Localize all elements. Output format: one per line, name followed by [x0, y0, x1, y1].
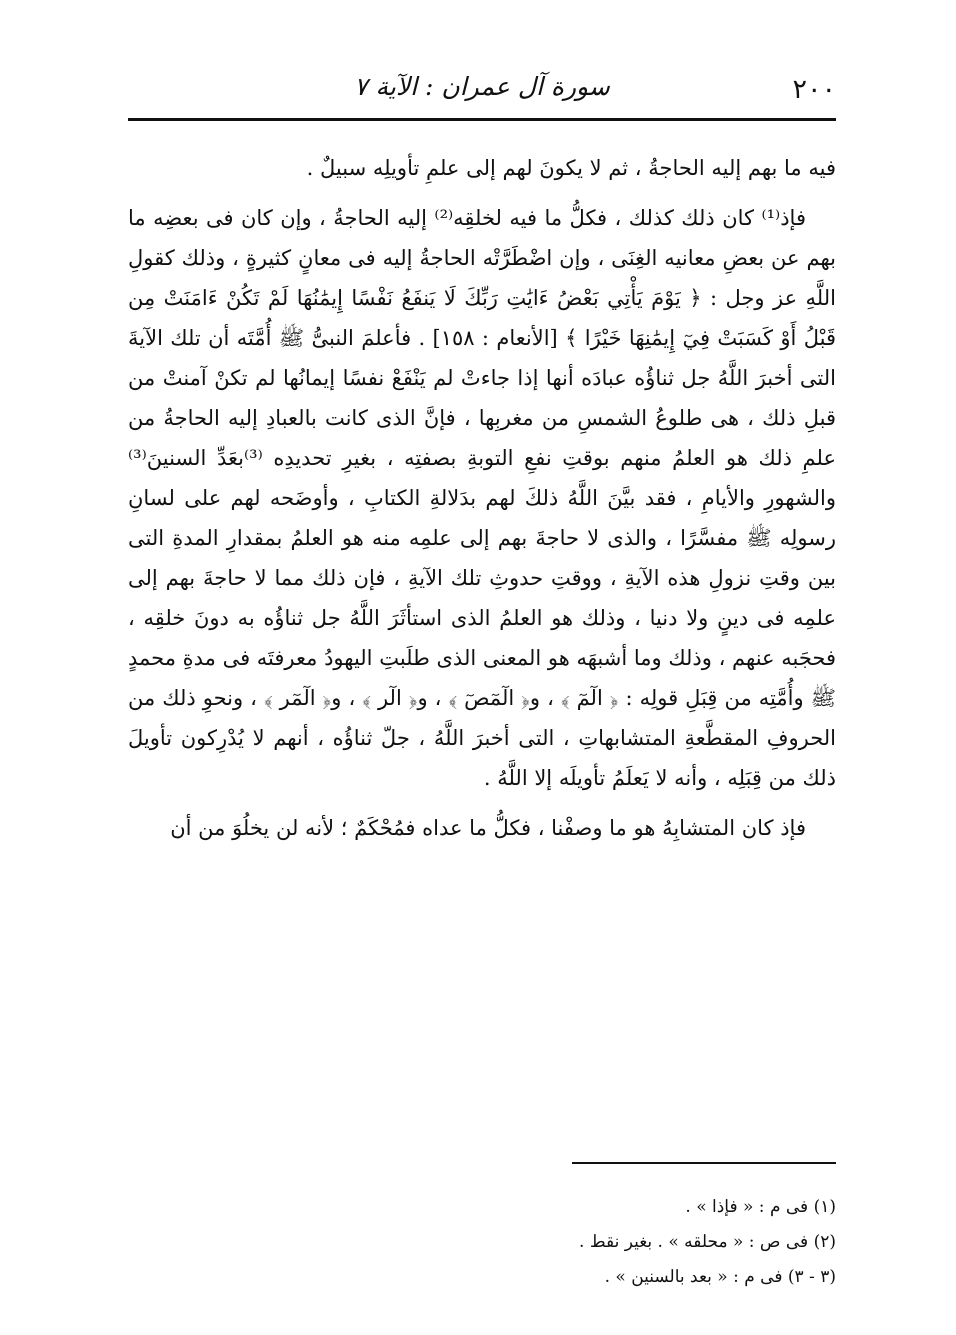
page-number: ٢٠٠	[792, 74, 836, 105]
main-text	[128, 148, 836, 858]
footnotes	[128, 1190, 836, 1295]
paragraph-1: فيه ما بهم إليه الحاجةُ ، ثم لا يكونَ لهم إلى علمِ تأويلِه سبيلٌ .	[306, 156, 836, 180]
footnote-rule	[572, 1162, 836, 1164]
paragraph-3: فإذ كان المتشابِهُ هو ما وصفْنا ، فكلُّ ما عداه فمُحْكَمٌ ؛ لأنه لن يخلُوَ من أن	[170, 816, 806, 840]
running-header	[128, 66, 836, 110]
header-rule	[128, 118, 836, 121]
running-title: سورة آل عمران : الآية ٧	[354, 72, 610, 101]
footnote-3: (٣ - ٣) فى م : « بعد بالسنين » .	[604, 1267, 836, 1287]
paragraph-2: فإذ⁽¹⁾ كان ذلك كذلك ، فكلُّ ما فيه لخلقِه⁽²⁾ إليه الحاجةُ ، وإن كان فى بعضِه ما بهم عن بعضِ معانيه الغِنَى ، وإن اضْطَرَّتْه الحاجةُ إليه فى معانٍ كثيرةٍ ، وذلك كقولِ اللَّهِ عز وجل : ﴿ يَوْمَ يَأْتِي بَعْضُ ءَايَٰتِ رَبِّكَ لَا يَنفَعُ نَفْسًا إِيمَٰنُهَا لَمْ تَكُنْ ءَامَنَتْ مِن قَبْلُ أَوْ كَسَبَتْ فِيٓ إِيمَٰنِهَا خَيْرًا ﴾ [الأنعام : ١٥٨] . فأعلمَ النبىُّ ﷺ أُمَّتَه أن تلك الآيةَ التى أخبرَ اللَّهُ جل ثناؤُه عبادَه أنها إذا جاءتْ لم يَنْفَعْ نفسًا إيمانُها لم تكنْ آمنتْ من قبلِ ذلك ، هى طلوعُ الشمسِ من مغربِها ، فإنَّ الذى كانت بالعبادِ إليه الحاجةُ من علمِ ذلك هو العلمُ منهم بوقتِ نفعِ التوبةِ بصفتِه ، بغيرِ تحديدِه ⁽³⁾بعَدِّ السنينَ⁽³⁾ والشهورِ والأيامِ ، فقد بيَّنَ اللَّهُ ذلكَ لهم بدَلالةِ الكتابِ ، وأوضَحه لهم على لسانِ رسولِه ﷺ مفسَّرًا ، والذى لا حاجةَ بهم إلى علمِه منه هو العلمُ بمقدارِ المدةِ التى بين وقتِ نزولِ هذه الآيةِ ، ووقتِ حدوثِ تلك الآيةِ ، فإن ذلك مما لا حاجةَ بهم إلى علمِه فى دينٍ ولا دنيا ، وذلك هو العلمُ الذى استأثَرَ اللَّهُ جل ثناؤُه به دونَ خلقِه ، فحجَبه عنهم ، وذلك وما أشبهَه هو المعنى الذى طلَبتِ اليهودُ معرفتَه فى مدةِ محمدٍ ﷺ وأُمَّتِه من قِبَلِ قولِه : ﴿ الٓمٓ ﴾ ، و﴿ الٓمٓصٓ ﴾ ، و﴿ الٓر ﴾ ، و﴿ الٓمٓر ﴾ ، ونحوِ ذلك من الحروفِ المقطَّعةِ المتشابهاتِ ، التى أخبرَ اللَّهُ ، جلّ ثناؤُه ، أنهم لا يُدْرِكون تأويلَ ذلك من قِبَلِه ، وأنه لا يَعلَمُ تأويلَه إلا اللَّهُ .	[127, 206, 836, 790]
footnote-2: (٢) فى ص : « محلقه » . بغير نقط .	[579, 1232, 836, 1252]
footnote-1: (١) فى م : « فإذا » .	[685, 1197, 836, 1217]
